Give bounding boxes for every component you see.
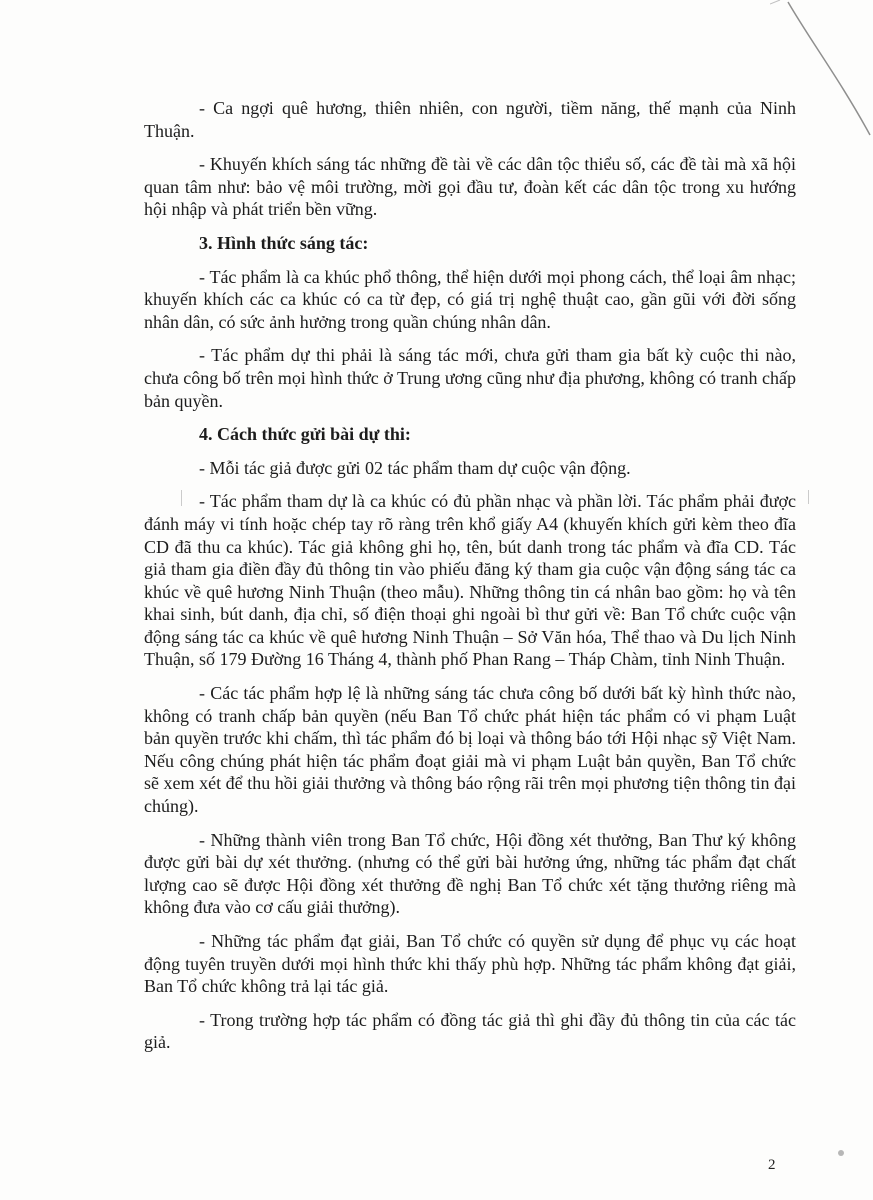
paragraph: - Tác phẩm là ca khúc phổ thông, thể hiện dưới mọi phong cách, thể loại âm nhạc; khuyến khích các ca khúc có ca từ đẹp, có giá trị nghệ thuật cao, gần gũi với đời sống nhân dân, có sức ảnh hưởng trong quần chúng nhân dân.: [144, 266, 796, 332]
page-number: 2: [768, 1157, 776, 1173]
scan-edge-line-2: [770, 0, 780, 4]
paragraph: - Tác phẩm tham dự là ca khúc có đủ phần nhạc và phần lời. Tác phẩm phải được đánh máy vi tính hoặc chép tay rõ ràng trên khổ giấy A4 (khuyến khích gửi kèm theo đĩa CD đã thu ca khúc). Tác giả không ghi họ, tên, bút danh trong tác phẩm và đĩa CD. Tác giả tham gia điền đầy đủ thông tin vào phiếu đăng ký tham gia cuộc vận động sáng tác ca khúc về quê hương Ninh Thuận (theo mẫu). Những thông tin cá nhân bao gồm: họ và tên khai sinh, bút danh, địa chỉ, số điện thoại ghi ngoài bì thư gửi về: Ban Tổ chức cuộc vận động sáng tác ca khúc về quê hương Ninh Thuận – Sở Văn hóa, Thể thao và Du lịch Ninh Thuận, số 179 Đường 16 Tháng 4, thành phố Phan Rang – Tháp Chàm, tỉnh Ninh Thuận.: [144, 491, 796, 670]
paragraph: - Tác phẩm dự thi phải là sáng tác mới, chưa gửi tham gia bất kỳ cuộc thi nào, chưa công bố trên mọi hình thức ở Trung ương cũng như địa phương, không có tranh chấp bản quyền.: [144, 345, 796, 411]
paragraph: - Những tác phẩm đạt giải, Ban Tổ chức có quyền sử dụng để phục vụ các hoạt động tuyên truyền dưới mọi hình thức khi thấy phù hợp. Những tác phẩm không đạt giải, Ban Tổ chức không trả lại tác giả.: [144, 931, 796, 997]
paragraph: - Khuyến khích sáng tác những đề tài về các dân tộc thiểu số, các đề tài mà xã hội quan tâm như: bảo vệ môi trường, mời gọi đầu tư, đoàn kết các dân tộc trong xu hướng hội nhập và phát triển bền vững.: [144, 154, 796, 220]
paragraph: - Mỗi tác giả được gửi 02 tác phẩm tham dự cuộc vận động.: [199, 457, 631, 478]
scan-dot-mark: [838, 1150, 844, 1156]
scan-edge-line: [788, 2, 870, 135]
section-heading: 4. Cách thức gửi bài dự thi:: [199, 424, 411, 445]
paragraph: - Các tác phẩm hợp lệ là những sáng tác chưa công bố dưới bất kỳ hình thức nào, không có tranh chấp bản quyền (nếu Ban Tổ chức phát hiện tác phẩm có vi phạm Luật bản quyền trước khi chấm, thì tác phẩm đó bị loại và thông báo tới Hội nhạc sỹ Việt Nam. Nếu công chúng phát hiện tác phẩm đoạt giải mà vi phạm Luật bản quyền, Ban Tổ chức sẽ xem xét để thu hồi giải thưởng và thông báo rộng rãi trên mọi phương tiện thông tin đại chúng).: [144, 683, 796, 817]
document-body: [144, 97, 796, 1065]
scan-tick-mark: [808, 490, 809, 504]
section-heading: 3. Hình thức sáng tác:: [199, 232, 369, 253]
paragraph: - Ca ngợi quê hương, thiên nhiên, con người, tiềm năng, thế mạnh của Ninh Thuận.: [144, 98, 796, 141]
paragraph: - Những thành viên trong Ban Tổ chức, Hội đồng xét thưởng, Ban Thư ký không được gửi bài dự xét thưởng. (nhưng có thể gửi bài hưởng ứng, những tác phẩm đạt chất lượng cao sẽ được Hội đồng xét thưởng đề nghị Ban Tổ chức xét tặng thưởng riêng mà không đưa vào cơ cấu giải thưởng).: [144, 829, 796, 918]
paragraph: - Trong trường hợp tác phẩm có đồng tác giả thì ghi đầy đủ thông tin của các tác giả.: [144, 1009, 796, 1053]
